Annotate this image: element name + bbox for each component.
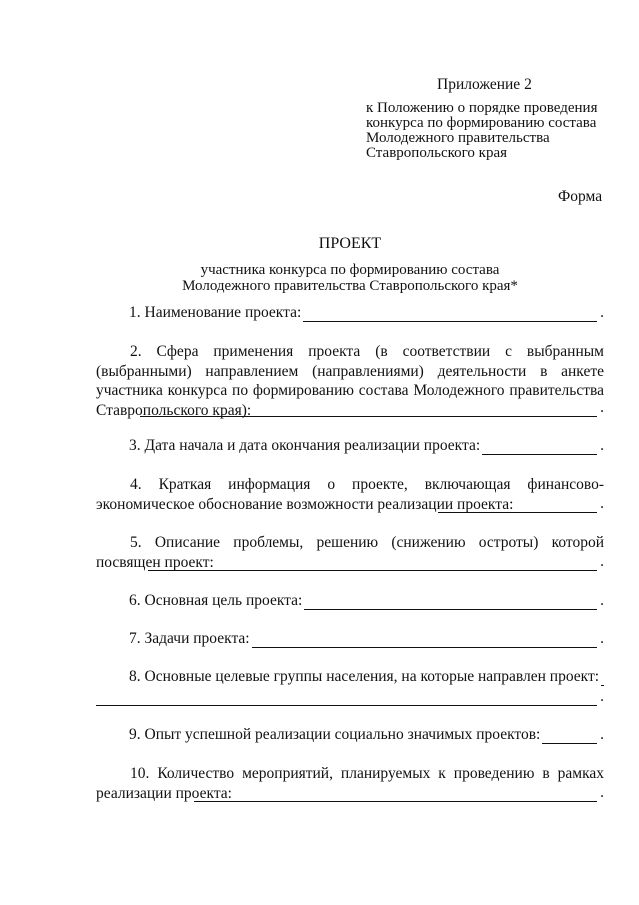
item-8-dot: . [600,688,604,705]
item-2-fill-row [138,399,604,417]
item-9-label: 9. Опыт успешной реализации социально значимых проектов: [129,726,541,743]
target-groups-field[interactable] [601,671,604,686]
item-4-fill-row [436,495,604,513]
target-groups-field-line-2[interactable] [96,691,597,706]
item-experience [129,726,604,744]
scope-field[interactable] [140,402,597,417]
item-goal [129,592,604,610]
item-2-label: 2. Сфера применения проекта (в соответствии с выбранным (выбранными) направлением (направлениями) деятельности в анкете участника конкурса по формированию состава Молодежного правительства Ставропольского края): [96,343,604,419]
item-10-dot: . [600,784,604,801]
tasks-field[interactable] [252,633,598,648]
item-5-fill-row [146,553,604,571]
item-2-dot: . [600,399,604,416]
appendix-title: Приложение 2 [437,76,532,93]
item-5-dot: . [600,553,604,570]
item-4-dot: . [600,495,604,512]
experience-field[interactable] [542,729,597,744]
subtitle-text: участника конкурса по формированию состава Молодежного правительства Ставропольского края* [182,262,518,294]
document-title: ПРОЕКТ [318,235,382,252]
item-3-dot: . [600,437,604,454]
dates-field[interactable] [482,440,597,455]
item-1-dot: . [600,304,604,321]
item-dates [129,437,604,455]
goal-field[interactable] [304,595,597,610]
item-9-dot: . [600,726,604,743]
appendix-reference: к Положению о порядке проведения конкурса по формированию состава Молодежного правительства Ставропольского края [366,100,598,161]
item-8-fill-row [96,688,604,706]
item-8-label: 8. Основные целевые группы населения, на которые направлен проект: [129,668,600,685]
project-name-field[interactable] [303,307,597,322]
item-7-dot: . [600,630,604,647]
form-label: Форма [558,188,603,205]
item-7-label: 7. Задачи проекта: [129,630,250,647]
item-4-label: 4. Краткая информация о проекте, включающая финансово-экономическое обоснование возможности реализации проекта: [96,476,604,513]
item-project-name [129,304,604,322]
problem-field[interactable] [148,556,597,571]
item-10-label: 10. Количество мероприятий, планируемых к проведению в рамках реализации проекта: [96,765,604,802]
item-6-dot: . [600,592,604,609]
item-target-groups [129,668,604,686]
item-5-label: 5. Описание проблемы, решению (снижению остроты) которой посвящен проект: [96,534,604,571]
summary-field[interactable] [438,498,597,513]
document-subtitle [0,262,639,294]
item-3-label: 3. Дата начала и дата окончания реализации проекта: [129,437,481,454]
events-field[interactable] [194,787,597,802]
item-10-fill-row [192,784,604,802]
item-6-label: 6. Основная цель проекта: [129,592,303,609]
item-1-label: 1. Наименование проекта: [129,304,302,321]
item-tasks [129,630,604,648]
